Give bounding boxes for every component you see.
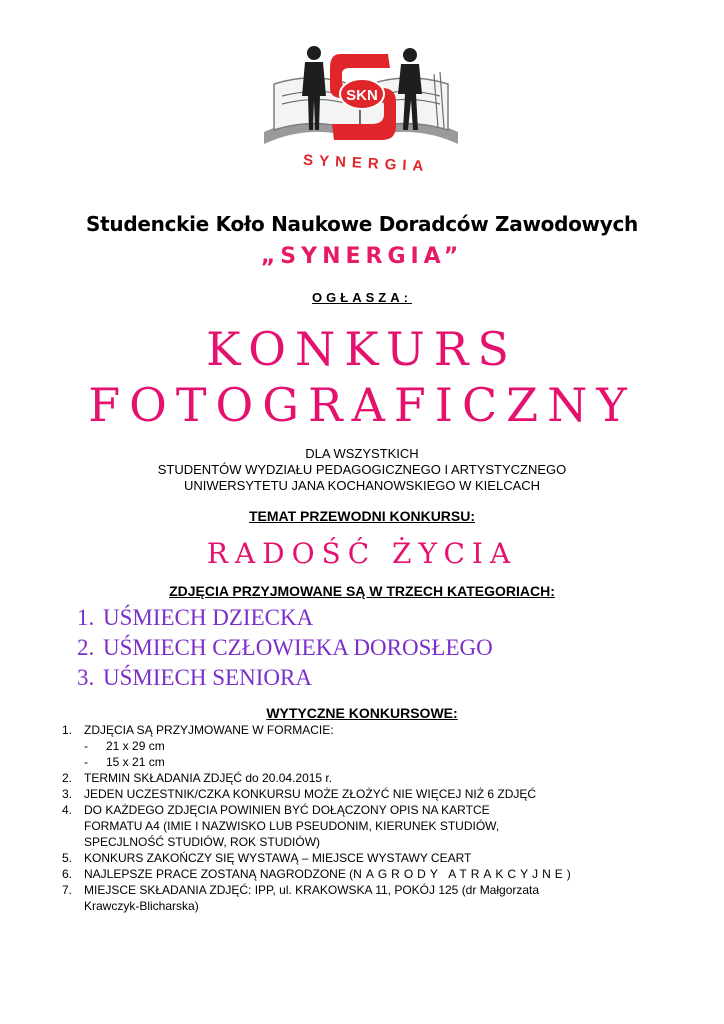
audience-line-1: DLA WSZYSTKICH [305,446,419,461]
theme-value: RADOŚĆ ŻYCIA [206,537,518,570]
audience-line-3: UNIWERSYTETU JANA KOCHANOWSKIEGO W KIELCACH [183,478,541,493]
categories-label: ZDJĘCIA PRZYJMOWANE SĄ W TRZECH KATEGORIACH: [169,583,555,599]
guideline-item: 4. DO KAŻDEGO ZDJĘCIA POWINIEN BYĆ DOŁĄCZONY OPIS NA KARTCE FORMATU A4 (IMIE I NAZWISKO LUB PSEUDONIM, KIERUNEK STUDIÓW, SPECJLNOŚĆ STUDIÓW, ROK STUDIÓW) [62,803,500,849]
format-item: - 15 x 21 cm [84,755,165,769]
audience-line-2: STUDENTÓW WYDZIAŁU PEDAGOGICZNEGO I ARTYSTYCZNEGO [157,462,567,477]
guidelines-label: WYTYCZNE KONKURSOWE: [266,705,458,721]
logo-wordmark: SYNERGIA [302,151,430,176]
guideline-item: 3. JEDEN UCZESTNIK/CZKA KONKURSU MOŻE ZŁOŻYĆ NIE WIĘCEJ NIŻ 6 ZDJĘĆ [62,787,537,801]
title-line-2: FOTOGRAFICZNY [88,378,636,432]
category-item: 3. UŚMIECH SENIORA [77,665,312,690]
theme-label: TEMAT PRZEWODNI KONKURSU: [248,508,476,524]
category-item: 1. UŚMIECH DZIECKA [77,605,314,630]
guidelines-list [62,722,571,914]
guideline-item: 7. MIEJSCE SKŁADANIA ZDJĘĆ: IPP, ul. KRAKOWSKA 11, POKÓJ 125 (dr Małgorzata Krawczyk-Blicharska) [62,883,540,913]
guideline-item: 1. ZDJĘCIA SĄ PRZYJMOWANE W FORMACIE: [62,723,334,737]
format-item: - 21 x 29 cm [84,739,165,753]
category-item: 2. UŚMIECH CZŁOWIEKA DOROSŁEGO [77,635,493,660]
organization-name: Studenckie Koło Naukowe Doradców Zawodowych [86,212,638,236]
categories-list [77,603,493,693]
guideline-item: 6. NAJLEPSZE PRACE ZOSTANĄ NAGRODZONE (NAGRODY ATRAKCYJNE) [62,867,571,881]
logo-emblem: SKN [346,87,378,104]
synergia-logo [262,44,462,180]
announcement-label: OGŁASZA: [312,290,412,305]
guideline-item: 2. TERMIN SKŁADANIA ZDJĘĆ do 20.04.2015 r. [62,771,333,785]
title-line-1: KONKURS [206,322,518,376]
guideline-item: 5. KONKURS ZAKOŃCZY SIĘ WYSTAWĄ – MIEJSCE WYSTAWY CEART [62,851,472,865]
club-name: „SYNERGIA” [260,244,464,269]
